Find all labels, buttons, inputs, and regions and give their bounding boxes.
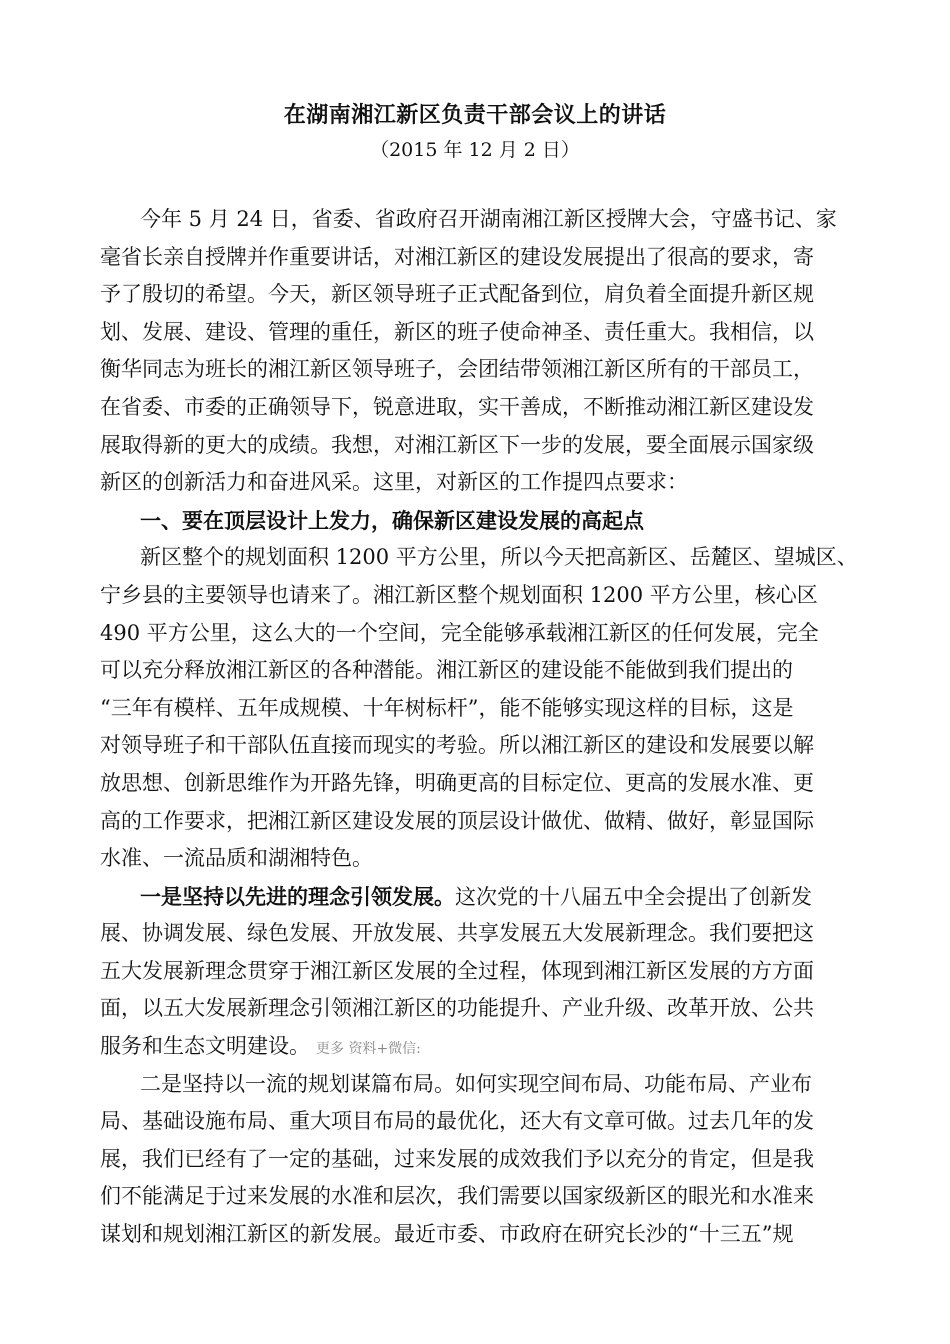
text-line — [100, 615, 860, 653]
text-line — [100, 727, 860, 765]
document-body — [100, 201, 860, 1254]
line-text: 局、基础设施布局、重大项目布局的最优化，还大有文章可做。过去几年的发 — [100, 1109, 814, 1134]
text-line — [100, 539, 860, 577]
line-text: 衡华同志为班长的湘江新区领导班子，会团结带领湘江新区所有的干部员工， — [100, 357, 814, 382]
line-text: 毫省长亲自授牌并作重要讲话，对湘江新区的建设发展提出了很高的要求，寄 — [100, 244, 814, 269]
line-text: 高的工作要求，把湘江新区建设发展的顶层设计做优、做精、做好，彰显国际 — [100, 808, 814, 833]
text-line — [100, 990, 860, 1028]
line-text: 在省委、市委的正确领导下，锐意进取，实干善成，不断推动湘江新区建设发 — [100, 394, 814, 419]
line-text: 一、要在顶层设计上发力，确保新区建设发展的高起点 — [140, 507, 644, 533]
line-text: 展，我们已经有了一定的基础，过来发展的成效我们予以充分的肯定，但是我 — [100, 1146, 814, 1171]
text-line — [100, 803, 860, 841]
text-line — [100, 276, 860, 314]
text-line — [100, 1103, 860, 1141]
line-text: 水准、一流品质和湖湘特色。 — [100, 846, 373, 871]
document-title: 在湖南湘江新区负责干部会议上的讲话 — [283, 102, 667, 128]
text-line — [100, 915, 860, 953]
text-line — [100, 389, 860, 427]
line-text: 宁乡县的主要领导也请来了。湘江新区整个规划面积 1200 平方公里，核心区 — [100, 582, 818, 607]
text-line — [100, 1141, 860, 1179]
text-line — [100, 351, 860, 389]
line-text: “三年有模样、五年成规模、十年树标杆”，能不能够实现这样的目标，这是 — [100, 695, 794, 720]
line-text: 可以充分释放湘江新区的各种潜能。湘江新区的建设能不能做到我们提出的 — [100, 658, 793, 683]
watermark-note: 更多 资料+微信: — [316, 1041, 421, 1058]
text-line — [100, 1216, 860, 1254]
line-text: 予了殷切的希望。今天，新区领导班子正式配备到位，肩负着全面提升新区规 — [100, 282, 814, 307]
line-text: 这次党的十八届五中全会提出了创新发 — [455, 884, 812, 909]
line-text: 展、协调发展、绿色发展、开放发展、共享发展五大发展新理念。我们要把这 — [100, 921, 814, 946]
document-date: （2015 年 12 月 2 日） — [370, 139, 580, 161]
text-line — [100, 690, 860, 728]
line-text: 展取得新的更大的成绩。我想，对湘江新区下一步的发展，要全面展示国家级 — [100, 432, 814, 457]
text-line — [100, 840, 860, 878]
line-text: 新区的创新活力和奋进风采。这里，对新区的工作提四点要求： — [100, 470, 688, 495]
line-text: 服务和生态文明建设。 — [100, 1034, 310, 1059]
line-text: 放思想、创新思维作为开路先锋，明确更高的目标定位、更高的发展水准、更 — [100, 770, 814, 795]
text-line — [100, 201, 860, 239]
line-text: 490 平方公里，这么大的一个空间，完全能够承载湘江新区的任何发展，完全 — [100, 620, 819, 645]
bold-lead-text: 一是坚持以先进的理念引领发展。 — [140, 883, 455, 909]
text-line — [100, 1028, 860, 1066]
text-line — [100, 464, 860, 502]
line-text: 面，以五大发展新理念引领湘江新区的功能提升、产业升级、改革开放、公共 — [100, 996, 814, 1021]
text-line — [100, 239, 860, 277]
text-line — [100, 765, 860, 803]
line-text: 谋划和规划湘江新区的新发展。最近市委、市政府在研究长沙的“十三五”规 — [100, 1222, 794, 1247]
text-line — [100, 652, 860, 690]
text-line — [100, 1066, 860, 1104]
line-text: 划、发展、建设、管理的重任，新区的班子使命神圣、责任重大。我相信，以 — [100, 319, 814, 344]
line-text: 新区整个的规划面积 1200 平方公里，所以今天把高新区、岳麓区、望城区、 — [140, 545, 858, 570]
text-line — [100, 427, 860, 465]
text-line — [100, 1178, 860, 1216]
text-line — [100, 878, 860, 916]
text-line — [100, 314, 860, 352]
text-line — [100, 577, 860, 615]
line-text: 对领导班子和干部队伍直接而现实的考验。所以湘江新区的建设和发展要以解 — [100, 733, 814, 758]
line-text: 五大发展新理念贯穿于湘江新区发展的全过程，体现到湘江新区发展的方方面 — [100, 958, 814, 983]
line-text: 今年 5 月 24 日，省委、省政府召开湖南湘江新区授牌大会，守盛书记、家 — [140, 207, 837, 231]
text-line — [100, 953, 860, 991]
section-heading — [100, 502, 860, 540]
line-text: 们不能满足于过来发展的水准和层次，我们需要以国家级新区的眼光和水准来 — [100, 1184, 814, 1209]
line-text: 二是坚持以一流的规划谋篇布局。如何实现空间布局、功能布局、产业布 — [140, 1071, 812, 1096]
